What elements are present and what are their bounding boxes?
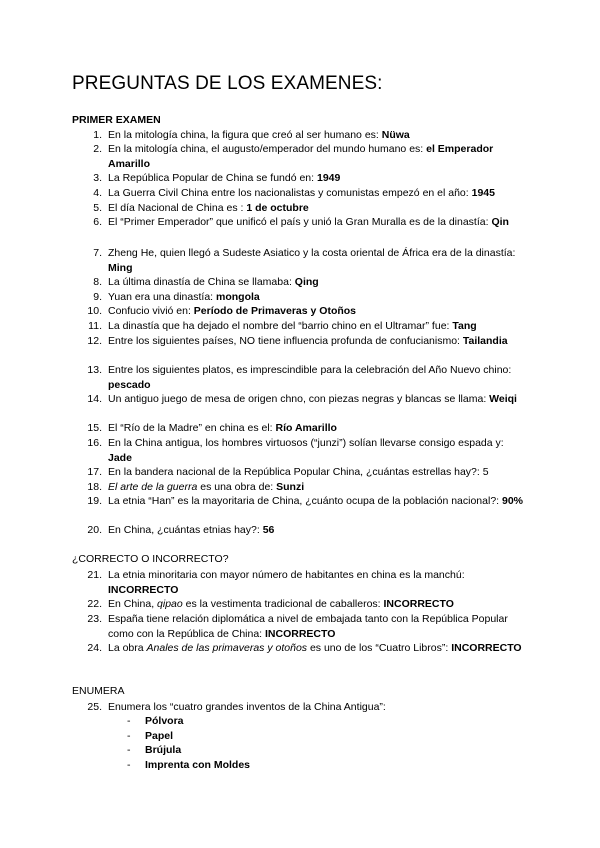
answer: 1949	[316, 172, 341, 184]
question-item: 10. Confucio vivió en: Período de Primaveras y Otoños	[87, 305, 357, 317]
answer: Tailandia	[462, 335, 508, 347]
question-item: 14. Un antiguo juego de mesa de origen chno, con piezas negras y blancas se llama: Weiqi	[87, 393, 517, 405]
question-item: 7. Zheng He, quien llegó a Sudeste Asiatico y la costa oriental de África era de la dinastía: Ming	[93, 247, 516, 274]
answer: INCORRECTO	[451, 642, 522, 654]
answer: INCORRECTO	[383, 598, 454, 610]
question-item: 24. La obra Anales de las primaveras y otoños es uno de los “Cuatro Libros”: INCORRECTO	[87, 642, 522, 654]
answer: Qin	[491, 216, 509, 228]
answer: Tang	[452, 320, 477, 332]
answer: INCORRECTO	[108, 583, 179, 596]
answer: el Emperador Amarillo	[108, 143, 494, 170]
question-item: 13. Entre los siguientes platos, es imprescindible para la celebración del Año Nuevo chino: pescado	[87, 364, 512, 391]
answer: Sunzi	[276, 481, 305, 493]
section-heading-primer-examen: PRIMER EXAMEN	[72, 114, 161, 126]
question-item: 4. La Guerra Civil China entre los nacionalistas y comunistas empezó en el año: 1945	[93, 187, 495, 199]
question-item: 25. Enumera los “cuatro grandes inventos de la China Antigua”:	[87, 701, 386, 713]
question-item: 1. En la mitología china, la figura que creó al ser humano es: Nüwa	[93, 129, 410, 141]
list-item: - Brújula	[127, 744, 182, 756]
answer: pescado	[108, 378, 151, 391]
question-item: 18. El arte de la guerra es una obra de: Sunzi	[87, 481, 305, 493]
answer: 90%	[502, 495, 524, 507]
question-item: 21. La etnia minoritaria con mayor número de habitantes en china es la manchú: INCORRECTO	[87, 569, 465, 596]
answer: 56	[262, 524, 275, 536]
list-item: - Pólvora	[127, 715, 184, 727]
list-item: - Papel	[127, 730, 174, 742]
list-item: - Imprenta con Moldes	[127, 759, 251, 771]
question-item: 11. La dinastía que ha dejado el nombre del “barrio chino en el Ultramar” fue: Tang	[88, 320, 477, 332]
question-item: 23. España tiene relación diplomática a nivel de embajada tanto con la República Popular como con la República de China: INCORRECTO	[87, 613, 508, 640]
question-item: 6. El “Primer Emperador” que unificó el país y unió la Gran Muralla es de la dinastía: Qin	[93, 216, 509, 228]
question-item: 19. La etnia “Han” es la mayoritaria de China, ¿cuánto ocupa de la población nacional?: 90%	[87, 495, 524, 507]
answer: Nüwa	[381, 129, 410, 141]
question-item: 12. Entre los siguientes países, NO tiene influencia profunda de confucianismo: Tailandia	[87, 335, 508, 347]
answer: 1 de octubre	[246, 202, 309, 214]
answer: Ming	[108, 261, 133, 274]
page-title: PREGUNTAS DE LOS EXAMENES:	[72, 73, 383, 94]
question-item: 15. El “Río de la Madre” en china es el: Río Amarillo	[87, 422, 337, 434]
question-item: 17. En la bandera nacional de la República Popular China, ¿cuántas estrellas hay?: 5	[87, 466, 489, 478]
question-item: 22. En China, qipao es la vestimenta tradicional de caballeros: INCORRECTO	[87, 598, 454, 610]
question-item: 5. El día Nacional de China es : 1 de octubre	[93, 202, 309, 214]
answer: Río Amarillo	[275, 422, 337, 434]
answer: Período de Primaveras y Otoños	[193, 305, 357, 317]
question-item: 9. Yuan era una dinastía: mongola	[93, 291, 260, 303]
answer: Weiqi	[489, 393, 517, 405]
answer: INCORRECTO	[265, 627, 336, 640]
section-heading-correcto-incorrecto: ¿CORRECTO O INCORRECTO?	[72, 553, 229, 565]
question-item: 16. En la China antigua, los hombres virtuosos (“junzi”) solían llevarse consigo espada y: Jade	[87, 437, 504, 464]
answer: Jade	[108, 451, 132, 464]
answer: 1945	[471, 187, 495, 199]
question-item: 8. La última dinastía de China se llamaba: Qing	[93, 276, 319, 288]
question-item: 3. La República Popular de China se fundó en: 1949	[93, 172, 341, 184]
question-item: 2. En la mitología china, el augusto/emperador del mundo humano es: el Emperador Amarillo	[93, 143, 494, 170]
section-heading-enumera: ENUMERA	[72, 685, 125, 697]
answer: mongola	[216, 291, 260, 303]
question-item: 20. En China, ¿cuántas etnias hay?: 56	[87, 524, 275, 536]
answer: Qing	[294, 276, 319, 288]
